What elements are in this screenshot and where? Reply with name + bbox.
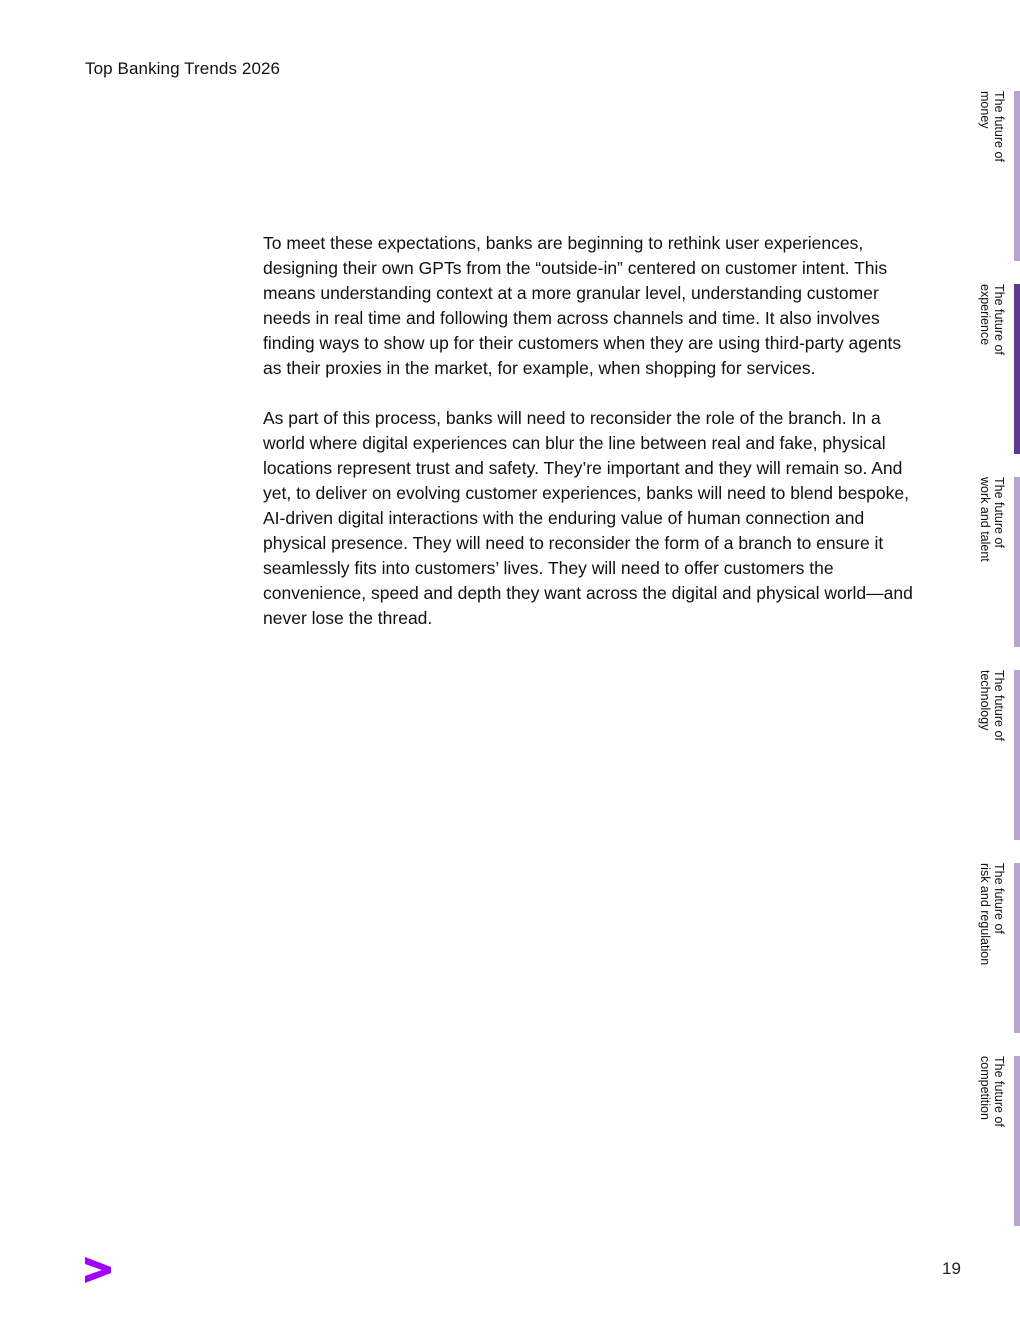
nav-tab-money[interactable] [970, 91, 1020, 261]
nav-tab-label: The future of risk and regulation [978, 863, 1006, 966]
nav-tab-label: The future of technology [978, 670, 1006, 741]
paragraph-2: As part of this process, banks will need to reconsider the role of the branch. In a world where digital experiences can blur the line between real and fake, physical locations represent trust and safety. They’re important and they will remain so. And yet, to deliver on evolving customer experiences, banks will need to blend bespoke, AI-driven digital interactions with the enduring value of human connection and physical presence. They will need to reconsider the form of a branch to ensure it seamlessly fits into customers’ lives. They will need to offer customers the convenience, speed and depth they want across the digital and physical world—and never lose the thread. [263, 408, 913, 628]
body-text [263, 231, 923, 656]
nav-tab-risk-and-regulation[interactable] [970, 863, 1020, 1033]
nav-tab-label: The future of experience [978, 284, 1006, 355]
nav-tab-work-and-talent[interactable] [970, 477, 1020, 647]
nav-tab-label: The future of money [978, 91, 1006, 162]
page-header-title: Top Banking Trends 2026 [85, 59, 281, 78]
nav-tab-bar [1014, 670, 1020, 840]
nav-tab-bar [1014, 91, 1020, 261]
accenture-logo-icon [84, 1256, 112, 1284]
nav-tab-bar [1014, 477, 1020, 647]
nav-tab-experience[interactable] [970, 284, 1020, 454]
nav-tab-technology[interactable] [970, 670, 1020, 840]
page-number: 19 [942, 1259, 961, 1278]
nav-tab-bar-active [1014, 284, 1020, 454]
section-side-nav [970, 91, 1020, 1227]
nav-tab-label: The future of competition [978, 1056, 1006, 1127]
paragraph-1: To meet these expectations, banks are beginning to rethink user experiences, designing their own GPTs from the “outside-in” centered on customer intent. This means understanding context at a more granular level, understanding customer needs in real time and following them across channels and time. It also involves finding ways to show up for their customers when they are using third-party agents as their proxies in the market, for example, when shopping for services. [263, 233, 902, 378]
nav-tab-bar [1014, 1056, 1020, 1226]
nav-tab-label: The future of work and talent [978, 477, 1006, 562]
nav-tab-competition[interactable] [970, 1056, 1020, 1226]
nav-tab-bar [1014, 863, 1020, 1033]
